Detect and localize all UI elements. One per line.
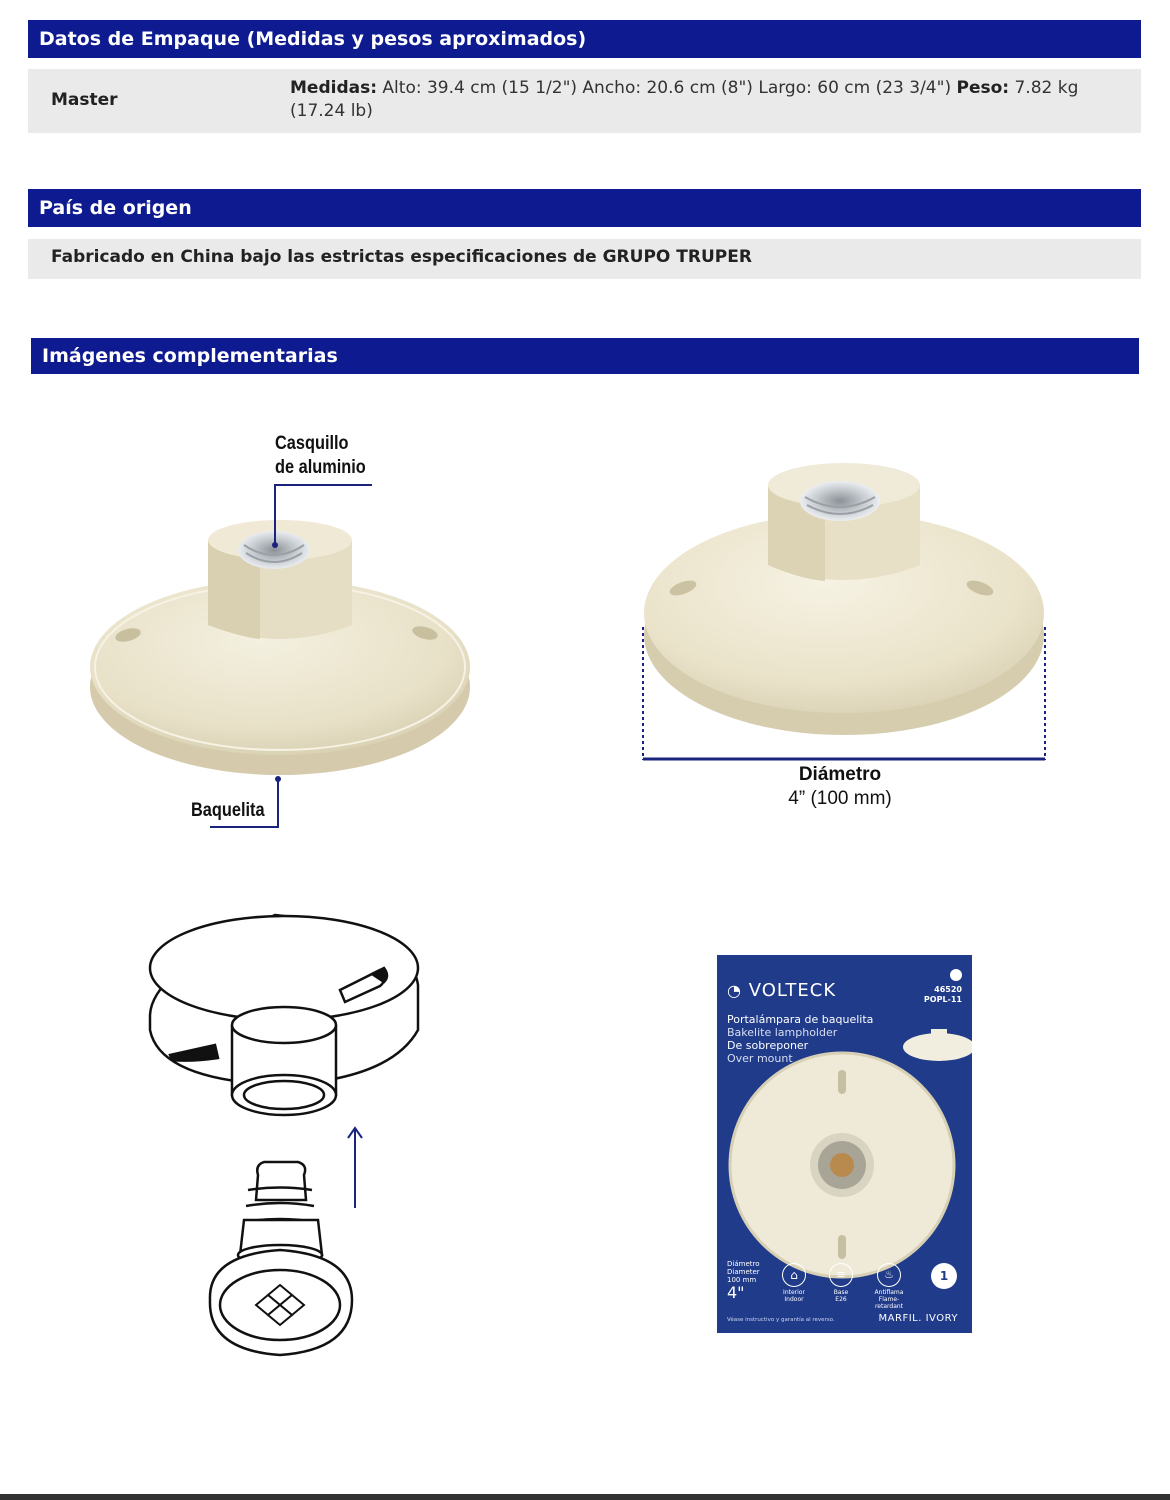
- origin-row: [28, 239, 1141, 279]
- bulb-base-icon: ≡: [829, 1263, 853, 1287]
- package-diam-en: Diameter: [727, 1268, 760, 1276]
- origin-text: Fabricado en China bajo las estrictas especificaciones de GRUPO TRUPER: [51, 247, 752, 267]
- flame-icon: ♨: [877, 1263, 901, 1287]
- product-package: [717, 955, 972, 1333]
- package-title-en: Bakelite lampholder: [727, 1026, 838, 1039]
- package-code: 46520: [934, 985, 962, 994]
- packaging-section-title: Datos de Empaque (Medidas y pesos aproximados): [28, 20, 1141, 58]
- package-mount-es: De sobreponer: [727, 1039, 809, 1052]
- package-diam-es: Diámetro: [727, 1260, 760, 1268]
- package-feature-flame: ♨ Antiflama Flame-retardant: [869, 1263, 909, 1310]
- package-title-es: Portalámpara de baquelita: [727, 1013, 874, 1026]
- package-codes: [924, 985, 962, 1005]
- packaging-row-value: [290, 77, 1120, 123]
- house-icon: ⌂: [782, 1263, 806, 1287]
- page-bottom-bar: [0, 1494, 1170, 1500]
- callout-socket: [275, 432, 366, 480]
- weight-label: Peso:: [956, 78, 1010, 98]
- diameter-value: 4” (100 mm): [788, 788, 892, 809]
- installation-line-drawing: [140, 910, 430, 1370]
- lampholder-diameter-photo: [635, 455, 1055, 770]
- callout-socket-line2: de aluminio: [275, 457, 366, 478]
- packaging-row-label: Master: [51, 90, 118, 110]
- package-brand: [727, 980, 836, 1001]
- package-product-photo: [717, 1015, 972, 1285]
- package-footer-note: Véase instructivo y garantía al reverso.: [727, 1317, 835, 1323]
- package-diam-mm: 100 mm: [727, 1276, 757, 1284]
- lampholder-callout-photo: [80, 425, 500, 840]
- brand-name: VOLTECK: [748, 980, 837, 1001]
- package-diameter: [727, 1260, 760, 1302]
- warranty-badge: 1: [931, 1263, 957, 1289]
- package-dot-icon: [950, 969, 962, 981]
- weight-text: 7.82 kg (17.24 lb): [290, 78, 1079, 121]
- package-feature-indoor: ⌂ Interior Indoor: [779, 1263, 809, 1303]
- package-diam-in: 4": [727, 1283, 745, 1302]
- package-mount-en: Over mount: [727, 1052, 793, 1065]
- package-feature-base: ≡ Base E26: [826, 1263, 856, 1303]
- package-color: MARFIL. IVORY: [878, 1313, 958, 1324]
- package-model: POPL-11: [923, 995, 962, 1004]
- origin-section-title: País de origen: [28, 189, 1141, 227]
- callout-material: Baquelita: [191, 800, 265, 821]
- images-section-title: Imágenes complementarias: [31, 338, 1139, 374]
- measures-text: Alto: 39.4 cm (15 1/2") Ancho: 20.6 cm (8") Largo: 60 cm (23 3/4"): [382, 78, 952, 98]
- brand-logo-icon: ◔: [727, 981, 742, 1000]
- diameter-label: Diámetro: [798, 764, 882, 785]
- packaging-row: [28, 69, 1141, 133]
- diameter-callout: [760, 763, 920, 811]
- measures-label: Medidas:: [290, 78, 378, 98]
- callout-socket-line1: Casquillo: [275, 433, 349, 454]
